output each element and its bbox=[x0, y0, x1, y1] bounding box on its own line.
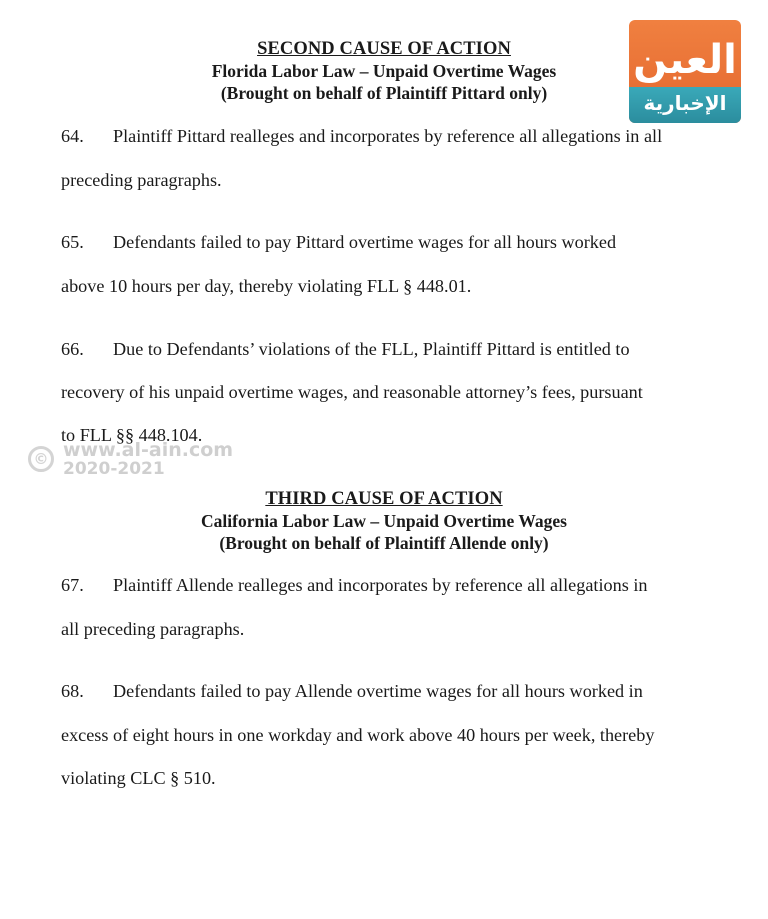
paragraph-68-line-3: violating CLC § 510. bbox=[61, 768, 216, 788]
paragraph-text: Plaintiff Pittard realleges and incorporates by reference all allegations in all bbox=[113, 126, 663, 146]
paragraph-67-line-2: all preceding paragraphs. bbox=[61, 619, 245, 639]
paragraph-number: 65. bbox=[61, 232, 84, 252]
paragraph-64-line-1 bbox=[61, 126, 662, 146]
paragraph-number: 68. bbox=[61, 681, 84, 701]
logo-main-text: العين bbox=[633, 37, 737, 83]
third-cause-note: (Brought on behalf of Plaintiff Allende only) bbox=[219, 533, 549, 553]
paragraph-text: Defendants failed to pay Pittard overtime wages for all hours worked bbox=[113, 232, 617, 252]
paragraph-number: 66. bbox=[61, 339, 84, 359]
paragraph-text: Due to Defendants’ violations of the FLL, Plaintiff Pittard is entitled to bbox=[113, 339, 630, 359]
paragraph-number: 67. bbox=[61, 575, 84, 595]
second-cause-note: (Brought on behalf of Plaintiff Pittard only) bbox=[220, 83, 548, 103]
copyright-icon: © bbox=[28, 446, 54, 472]
paragraph-text: Defendants failed to pay Allende overtime wages for all hours worked in bbox=[113, 681, 643, 701]
paragraph-68-line-1 bbox=[61, 681, 643, 701]
paragraph-number: 64. bbox=[61, 126, 84, 146]
third-cause-heading bbox=[0, 488, 768, 554]
watermark-years: 2020-2021 bbox=[63, 459, 165, 479]
third-cause-subtitle: California Labor Law – Unpaid Overtime Wages bbox=[201, 511, 567, 531]
paragraph-66-line-2: recovery of his unpaid overtime wages, and reasonable attorney’s fees, pursuant bbox=[61, 382, 643, 402]
paragraph-67-line-1 bbox=[61, 575, 647, 595]
second-cause-subtitle: Florida Labor Law – Unpaid Overtime Wages bbox=[211, 61, 557, 81]
paragraph-66-line-1 bbox=[61, 339, 630, 359]
second-cause-title: SECOND CAUSE OF ACTION bbox=[257, 39, 511, 59]
paragraph-65-line-1 bbox=[61, 232, 616, 252]
watermark-url: www.al-ain.com bbox=[63, 439, 234, 461]
paragraph-text: Plaintiff Allende realleges and incorporates by reference all allegations in bbox=[113, 575, 648, 595]
paragraph-65-line-2: above 10 hours per day, thereby violating FLL § 448.01. bbox=[61, 276, 472, 296]
paragraph-68-line-2: excess of eight hours in one workday and work above 40 hours per week, thereby bbox=[61, 725, 655, 745]
paragraph-64-line-2: preceding paragraphs. bbox=[61, 170, 222, 190]
al-ain-news-logo bbox=[629, 20, 741, 123]
third-cause-title: THIRD CAUSE OF ACTION bbox=[265, 489, 503, 509]
logo-sub-text: الإخبارية bbox=[643, 91, 727, 115]
paragraph-66-line-3: to FLL §§ 448.104. bbox=[61, 425, 203, 445]
